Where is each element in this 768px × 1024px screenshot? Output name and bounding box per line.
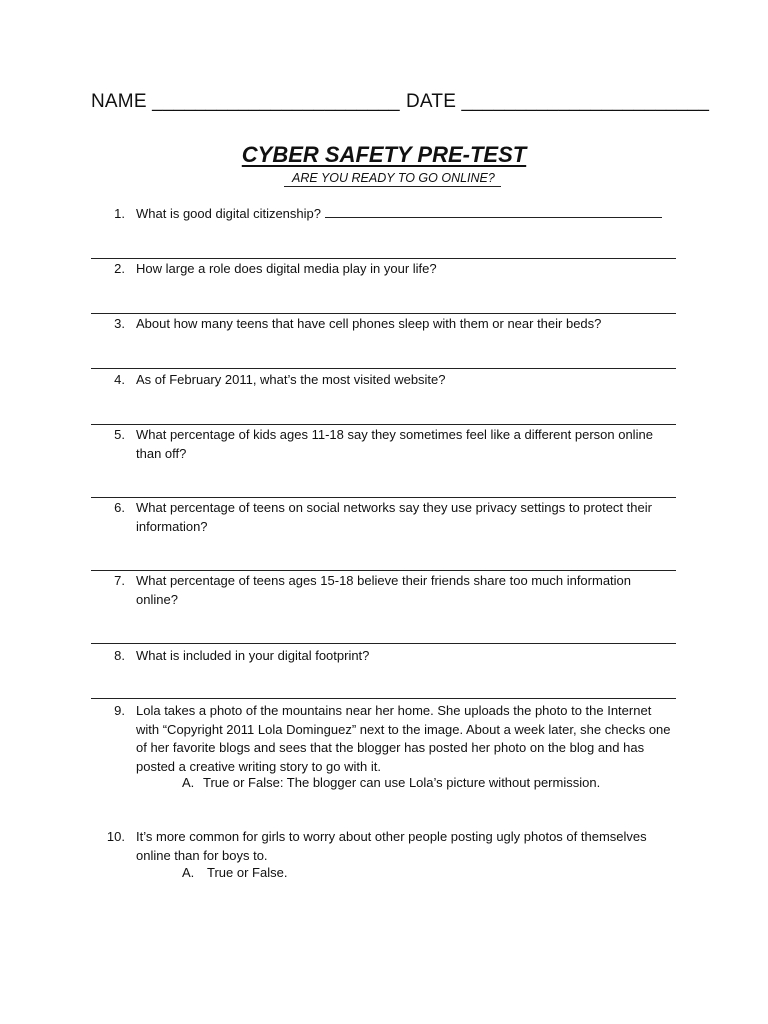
- question-number: 2.: [114, 261, 125, 276]
- question-text: What percentage of teens ages 15-18 believe their friends share too much information online?: [136, 573, 632, 607]
- question-text: Lola takes a photo of the mountains near her home. She uploads the photo to the Internet with “Copyright 2011 Lola Dominguez” next to the image. About a week later, she checks one of her favorite blogs and sees that the blogger has posted her photo on the blog and has posted a creative writing story to go with it.: [136, 703, 671, 774]
- question-number: 10.: [106, 829, 125, 844]
- question-text: What is good digital citizenship?: [136, 206, 321, 221]
- question-text: What percentage of teens on social networks say they use privacy settings to protect their information?: [136, 500, 652, 534]
- answer-line-4[interactable]: [91, 424, 676, 425]
- page-subtitle: ARE YOU READY TO GO ONLINE?: [292, 171, 495, 185]
- question-number: 4.: [114, 372, 125, 387]
- question-text: About how many teens that have cell phones sleep with them or near their beds?: [136, 316, 602, 331]
- question-number: 7.: [114, 573, 125, 588]
- answer-line-7[interactable]: [91, 643, 676, 644]
- question-9-option-letter: A.: [182, 775, 195, 790]
- page-title: [0, 142, 768, 168]
- answer-line-8[interactable]: [91, 698, 676, 699]
- question-number: 8.: [114, 648, 125, 663]
- question-text: What is included in your digital footprint?: [136, 648, 370, 663]
- question-number: 6.: [114, 500, 125, 515]
- question-number: 5.: [114, 427, 125, 442]
- question-9-option-text: True or False: The blogger can use Lola’s picture without permission.: [203, 775, 601, 790]
- question-10-option-letter: A.: [182, 865, 195, 880]
- question-text: It’s more common for girls to worry about other people posting ugly photos of themselves online than for boys to.: [136, 829, 647, 863]
- question-number: 9.: [114, 703, 125, 718]
- answer-line-6[interactable]: [91, 570, 676, 571]
- subtitle-underline: [284, 186, 501, 187]
- page-title-text: CYBER SAFETY PRE-TEST: [241, 142, 527, 167]
- question-10-option-text: True or False.: [207, 865, 288, 880]
- question-text: As of February 2011, what’s the most visited website?: [136, 372, 446, 387]
- name-field-label: NAME _______________________: [91, 91, 400, 112]
- question-number: 1.: [114, 206, 125, 221]
- date-field-label: DATE _______________________: [406, 91, 710, 112]
- question-number: 3.: [114, 316, 125, 331]
- answer-line-1[interactable]: [91, 258, 676, 259]
- question-text: What percentage of kids ages 11-18 say they sometimes feel like a different person online than off?: [136, 427, 653, 461]
- answer-line-3[interactable]: [91, 368, 676, 369]
- answer-line-5[interactable]: [91, 497, 676, 498]
- answer-blank[interactable]: [325, 205, 662, 218]
- question-text: How large a role does digital media play in your life?: [136, 261, 437, 276]
- answer-line-2[interactable]: [91, 313, 676, 314]
